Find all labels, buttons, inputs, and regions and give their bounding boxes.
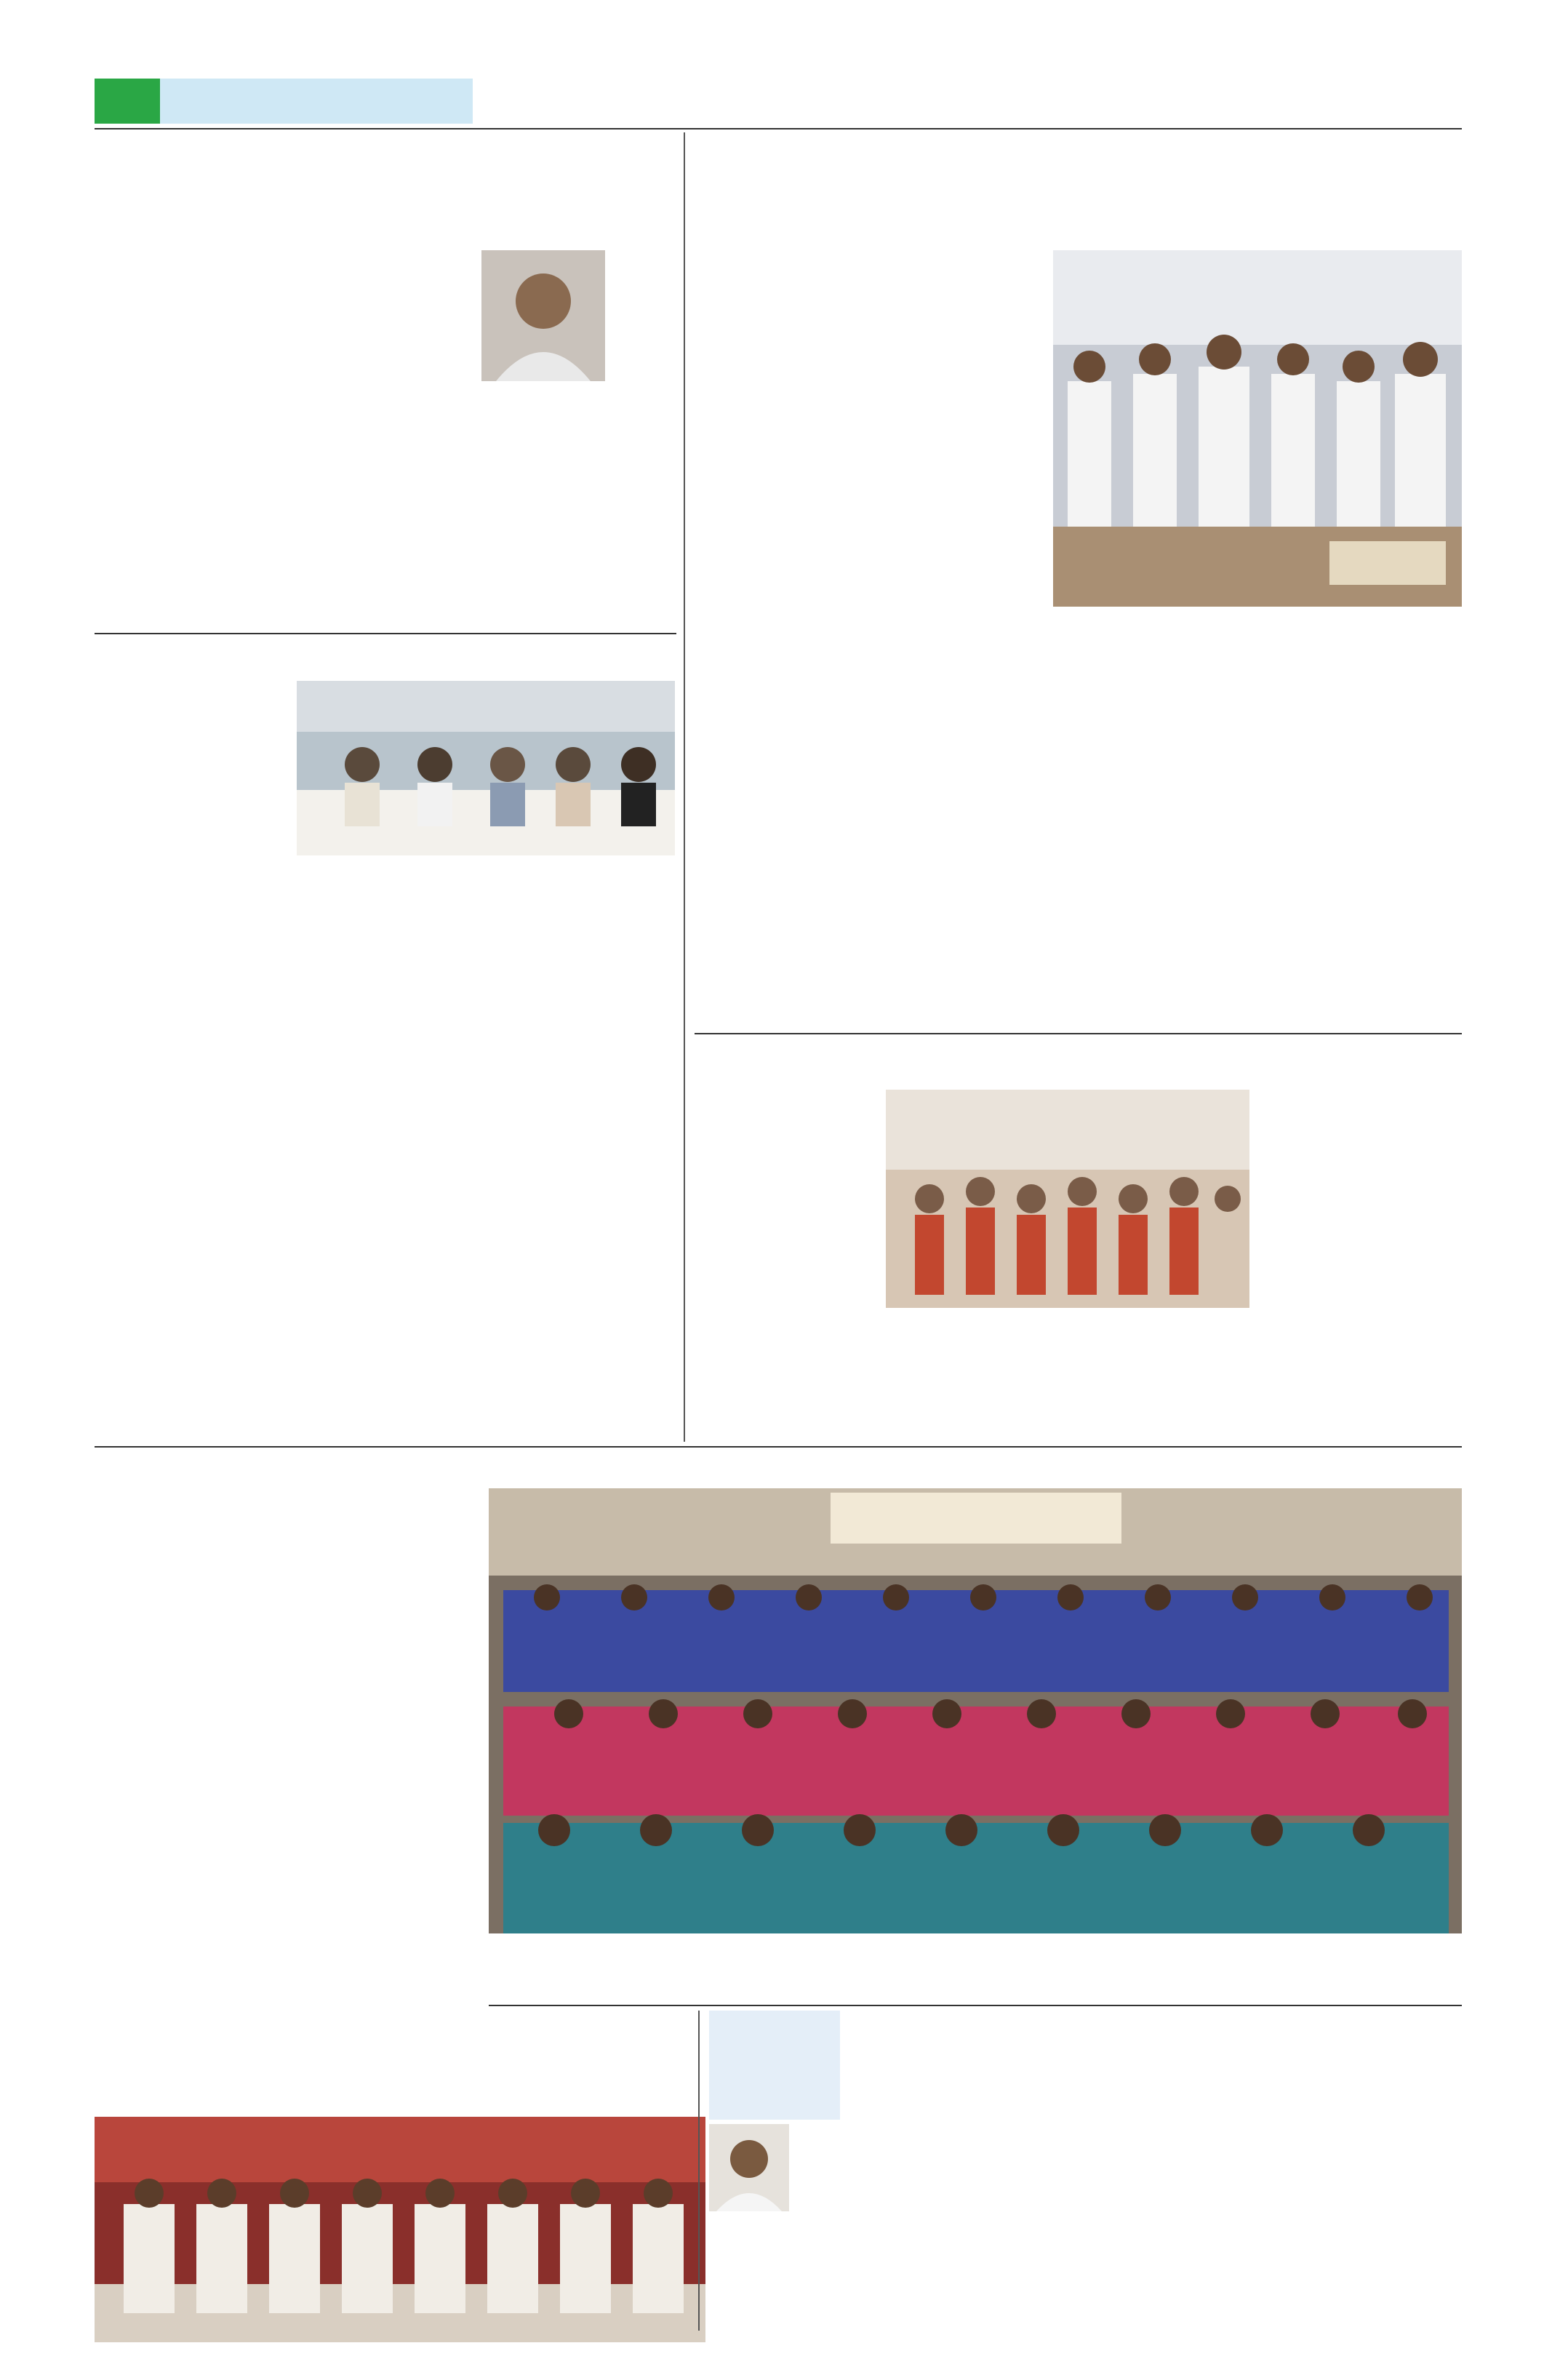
a6-banner-text xyxy=(838,1503,1114,1532)
a5-body xyxy=(95,1487,480,2219)
a2-press-photo xyxy=(297,681,675,855)
section-title xyxy=(160,79,473,124)
a4-rule xyxy=(695,1033,1462,1034)
a2-col1 xyxy=(95,681,287,1437)
a8-headline xyxy=(709,2011,840,2120)
a5-headline xyxy=(95,1452,480,1481)
a8-divider xyxy=(698,2011,700,2331)
page-number-box xyxy=(95,79,160,124)
a3-photo xyxy=(1053,250,1462,607)
a1-col3 xyxy=(481,388,676,628)
womens-day-group-photo-icon xyxy=(489,1488,1462,1933)
column-divider xyxy=(684,132,685,1442)
a2-rule xyxy=(95,633,676,634)
issue-date xyxy=(1055,79,1462,124)
singers-felicitation-photo-icon xyxy=(886,1090,1249,1308)
a8-portrait xyxy=(709,2124,789,2211)
press-meet-photo-icon xyxy=(297,681,675,855)
a2-col2 xyxy=(297,866,482,1437)
a7-headline xyxy=(95,2011,705,2105)
a4-col2 xyxy=(886,1357,1249,1439)
a7-rule xyxy=(489,2005,1462,2006)
a6-group-photo xyxy=(489,1488,1462,1933)
a4-col1 xyxy=(695,1090,876,1439)
a3-col2 xyxy=(1053,727,1249,1026)
foundation-ceremony-photo-icon xyxy=(1053,250,1462,607)
a8-portrait-caption xyxy=(709,2214,840,2232)
a4-photo xyxy=(886,1090,1249,1308)
a3-col1 xyxy=(695,250,1044,1026)
a1-col1 xyxy=(95,250,280,628)
a3-photo-caption xyxy=(1053,611,1462,720)
award-ceremony-photo-icon xyxy=(95,2117,705,2342)
a2-col3 xyxy=(489,866,675,1437)
mid-rule xyxy=(95,1446,1462,1448)
a1-col2 xyxy=(287,250,473,628)
a4-col3 xyxy=(1260,1090,1462,1439)
a3-headline xyxy=(695,132,1462,242)
masthead xyxy=(640,79,945,124)
a1-headline xyxy=(95,132,676,242)
a2-headline xyxy=(95,637,676,675)
a4-photo-caption xyxy=(886,1312,1249,1353)
a1-portrait xyxy=(481,250,605,381)
person-portrait-icon xyxy=(481,250,605,381)
a4-headline xyxy=(695,1039,1462,1082)
a7-photo-caption xyxy=(95,2345,705,2367)
person-portrait-icon xyxy=(709,2124,789,2211)
a8-body-side xyxy=(796,2124,847,2211)
a6-headline xyxy=(489,1450,1462,1484)
a3-col3 xyxy=(1262,727,1462,1026)
a6-caption xyxy=(489,1938,1462,2003)
a9-headline xyxy=(855,2011,1462,2120)
header-rule xyxy=(95,128,1462,129)
a7-photo xyxy=(95,2117,705,2342)
